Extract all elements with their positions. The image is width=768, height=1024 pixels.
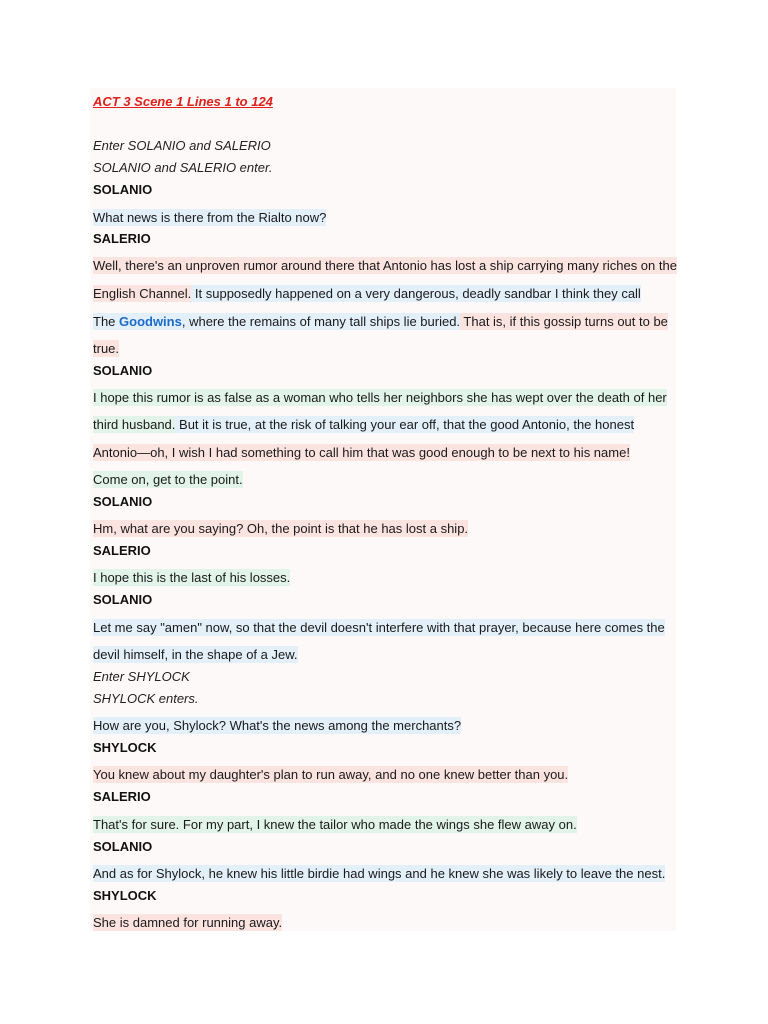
dialogue-line [93,341,119,357]
text-segment: But it is true, at the risk of talking your ear off, that the good Antonio, the honest [175,417,635,432]
text-segment: SOLANIO [93,592,153,607]
text-segment: true. [93,341,120,356]
text-segment: SALERIO [93,231,151,246]
dialogue-line [93,620,665,636]
speaker-name [93,888,157,904]
text-segment: The [93,314,120,329]
stage-direction [93,669,190,685]
text-segment: How are you, Shylock? What's the news among the merchants? [93,718,462,733]
text-segment: That's for sure. For my part, I knew the tailor who made the wings she flew away on. [93,817,577,832]
speaker-name [93,839,152,855]
glossary-link[interactable]: Goodwins [119,314,182,329]
speaker-name [93,494,152,510]
stage-direction [93,691,199,707]
speaker-name [93,543,151,559]
dialogue-line [93,314,668,330]
scene-title: ACT 3 Scene 1 Lines 1 to 124 [93,94,273,109]
text-segment: Hm, what are you saying? Oh, the point is that he has lost a ship. [93,521,469,536]
text-segment: Well, there's an unproven rumor around there that Antonio has lost a ship carrying many riches on the [93,258,677,273]
text-segment: third husband. [93,417,176,432]
text-segment: I hope this rumor is as false as a woman who tells her neighbors she has wept over the death of her [93,390,667,405]
text-segment: What news is there from the Rialto now? [93,210,327,225]
dialogue-line [93,718,461,734]
dialogue-line [93,258,677,274]
dialogue-line [93,472,243,488]
dialogue-line [93,915,282,931]
text-segment: SHYLOCK [93,888,157,903]
text-segment: You knew about my daughter's plan to run away, and no one knew better than you. [93,767,569,782]
stage-direction [93,160,272,176]
dialogue-line [93,210,326,226]
text-segment: Come on, get to the point. [93,472,243,487]
text-segment: SOLANIO and SALERIO enter. [93,160,273,175]
text-segment: It supposedly happened on a very dangerous, deadly sandbar I think they call [191,286,641,301]
dialogue-line [93,390,667,406]
text-segment: SHYLOCK [93,740,157,755]
text-segment: That is, if this gossip turns out to be [460,314,668,329]
speaker-name [93,231,151,247]
dialogue-line [93,286,641,302]
dialogue-line [93,445,630,461]
text-segment: , where the remains of many tall ships lie buried. [181,314,461,329]
text-segment: devil himself, in the shape of a Jew. [93,647,298,662]
dialogue-line [93,866,665,882]
text-segment: I hope this is the last of his losses. [93,570,291,585]
text-segment: And as for Shylock, he knew his little birdie had wings and he knew she was likely to leave the nest. [93,866,666,881]
dialogue-line [93,521,468,537]
text-segment: SALERIO [93,789,151,804]
speaker-name [93,740,157,756]
text-segment: Antonio—oh, I wish I had something to call him that was good enough to be next to his name! [93,445,630,460]
text-segment: Let me say "amen" now, so that the devil doesn't interfere with that prayer, because here comes the [93,620,665,635]
text-segment: She is damned for running away. [93,915,283,930]
text-segment: SOLANIO [93,363,153,378]
text-segment: SOLANIO [93,182,153,197]
text-segment: SOLANIO [93,494,153,509]
speaker-name [93,592,152,608]
speaker-name [93,363,152,379]
stage-direction [93,138,271,154]
dialogue-line [93,647,298,663]
text-segment: Enter SOLANIO and SALERIO [93,138,271,153]
text-segment: SHYLOCK enters. [93,691,199,706]
text-segment: English Channel. [93,286,192,301]
dialogue-line [93,570,290,586]
text-segment: SALERIO [93,543,151,558]
dialogue-line [93,417,634,433]
dialogue-line [93,767,568,783]
text-segment: Enter SHYLOCK [93,669,190,684]
speaker-name [93,182,152,198]
text-segment: SOLANIO [93,839,153,854]
dialogue-line [93,817,577,833]
speaker-name [93,789,151,805]
